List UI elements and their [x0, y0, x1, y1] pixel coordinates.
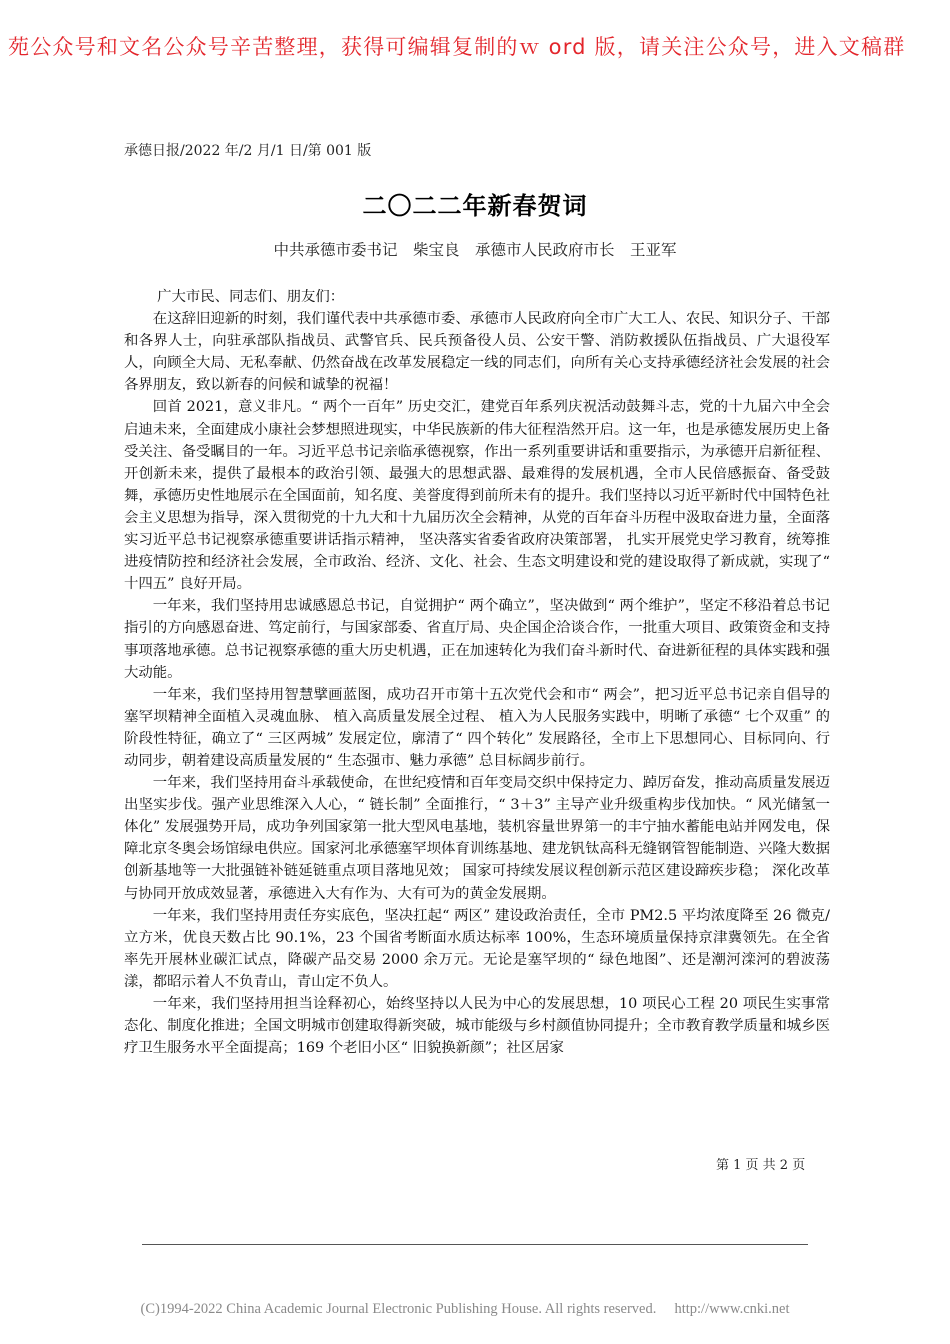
- promo-banner: 苑公众号和文名公众号辛苦整理，获得可编辑复制的ｗ ord 版，请关注公众号，进入文稿群: [8, 35, 906, 59]
- paragraph: 一年来，我们坚持用忠诚感恩总书记，自觉拥护“ 两个确立”，坚决做到“ 两个维护”，坚定不移沿着总书记指引的方向感恩奋进、笃定前行，与国家部委、省直厅局、央企国企洽谈合作，一批重大项目、政策资金和支持事项落地承德。总书记视察承德的重大历史机遇，正在加速转化为我们奋斗新时代、奋进新征程的具体实践和强大动能。: [124, 598, 830, 681]
- article-authors: 中共承德市委书记 柴宝良 承德市人民政府市长 王亚军: [273, 241, 677, 259]
- copyright-notice: (C)1994-2022 China Academic Journal Electronic Publishing House. All rights reserved. http://www.cnki.net: [140, 1301, 790, 1317]
- paragraph: 一年来，我们坚持用责任夯实底色，坚决扛起“ 两区” 建设政治责任，全市 PM2.5 平均浓度降至 26 微克/立方米，优良天数占比 90.1%，23 个国省考断面水质达标率 100%，生态环境质量保持京津冀领先。在全省率先开展林业碳汇试点，降碳产品交易 2000 余万元。无论是塞罕坝的“ 绿色地图”、还是潮河滦河的碧波荡漾，都昭示着人不负青山，青山定不负人。: [124, 907, 830, 990]
- article-title: 二〇二二年新春贺词: [362, 191, 588, 220]
- salutation: 广大市民、同志们、朋友们：: [157, 289, 345, 305]
- paragraph: 在这辞旧迎新的时刻，我们谨代表中共承德市委、承德市人民政府向全市广大工人、农民、知识分子、干部和各界人士，向驻承部队指战员、武警官兵、民兵预备役人员、公安干警、消防救援队伍指战员、广大退役军人，向顾全大局、无私奉献、仍然奋战在改革发展稳定一线的同志们，向所有关心支持承德经济社会发展的社会各界朋友，致以新春的问候和诚挚的祝福！: [124, 311, 830, 394]
- source-line: 承德日报/2022 年/2 月/1 日/第 001 版: [124, 143, 372, 159]
- paragraph: 一年来，我们坚持用奋斗承载使命，在世纪疫情和百年变局交织中保持定力、踔厉奋发，推动高质量发展迈出坚实步伐。强产业思维深入人心，“ 链长制” 全面推行，“ 3＋3” 主导产业升级重构步伐加快。“ 风光储氢一体化” 发展强势开局，成功争列国家第一批大型风电基地，装机容量世界第一的丰宁抽水蓄能电站并网发电，保障北京冬奥会场馆绿电供应。国家河北承德塞罕坝体育训练基地、建龙钒钛高科无缝钢管智能制造、兴隆大数据创新基地等一大批强链补链延链重点项目落地见效； 国家可持续发展议程创新示范区建设蹄疾步稳； 深化改革与协同开放成效显著，承德进入大有作为、大有可为的黄金发展期。: [124, 775, 830, 902]
- paragraph: 回首 2021，意义非凡。“ 两个一百年” 历史交汇，建党百年系列庆祝活动鼓舞斗志，党的十九届六中全会启迪未来，全面建成小康社会梦想照进现实，中华民族新的伟大征程浩然开启。这一年，也是承德发展历史上备受关注、备受瞩目的一年。习近平总书记亲临承德视察，作出一系列重要讲话和重要指示，为承德开启新征程、开创新未来，提供了最根本的政治引领、最强大的思想武器、最难得的发展机遇，全市人民倍感振奋、备受鼓舞，承德历史性地展示在全国面前，知名度、美誉度得到前所未有的提升。我们坚持以习近平新时代中国特色社会主义思想为指导，深入贯彻党的十九大和十九届历次全会精神，从党的百年奋斗历程中汲取奋进力量，全面落实习近平总书记视察承德重要讲话指示精神， 坚决落实省委省政府决策部署， 扎实开展党史学习教育，统筹推进疫情防控和经济社会发展，全市政治、经济、文化、社会、生态文明建设和党的建设取得了新成就，实现了“ 十四五” 良好开局。: [124, 399, 830, 593]
- footer-divider: [142, 1244, 808, 1245]
- paragraph: 一年来，我们坚持用担当诠释初心，始终坚持以人民为中心的发展思想，10 项民心工程 20 项民生实事常态化、制度化推进；全国文明城市创建取得新突破，城市能级与乡村颜值协同提升；全市教育教学质量和城乡医疗卫生服务水平全面提高；169 个老旧小区“ 旧貌换新颜”；社区居家: [124, 996, 830, 1057]
- article-body: [124, 286, 830, 1059]
- paragraph: 一年来，我们坚持用智慧擘画蓝图，成功召开市第十五次党代会和市“ 两会”，把习近平总书记亲自倡导的塞罕坝精神全面植入灵魂血脉、 植入高质量发展全过程、 植入为人民服务实践中，明晰了承德“ 七个双重” 的阶段性特征，确立了“ 三区两城” 发展定位，廓清了“ 四个转化” 发展路径，全市上下思想同心、目标同向、行动同步，朝着建设高质量发展的“ 生态强市、魅力承德” 总目标阔步前行。: [124, 686, 830, 769]
- page-number: 第 1 页 共 2 页: [716, 1158, 806, 1173]
